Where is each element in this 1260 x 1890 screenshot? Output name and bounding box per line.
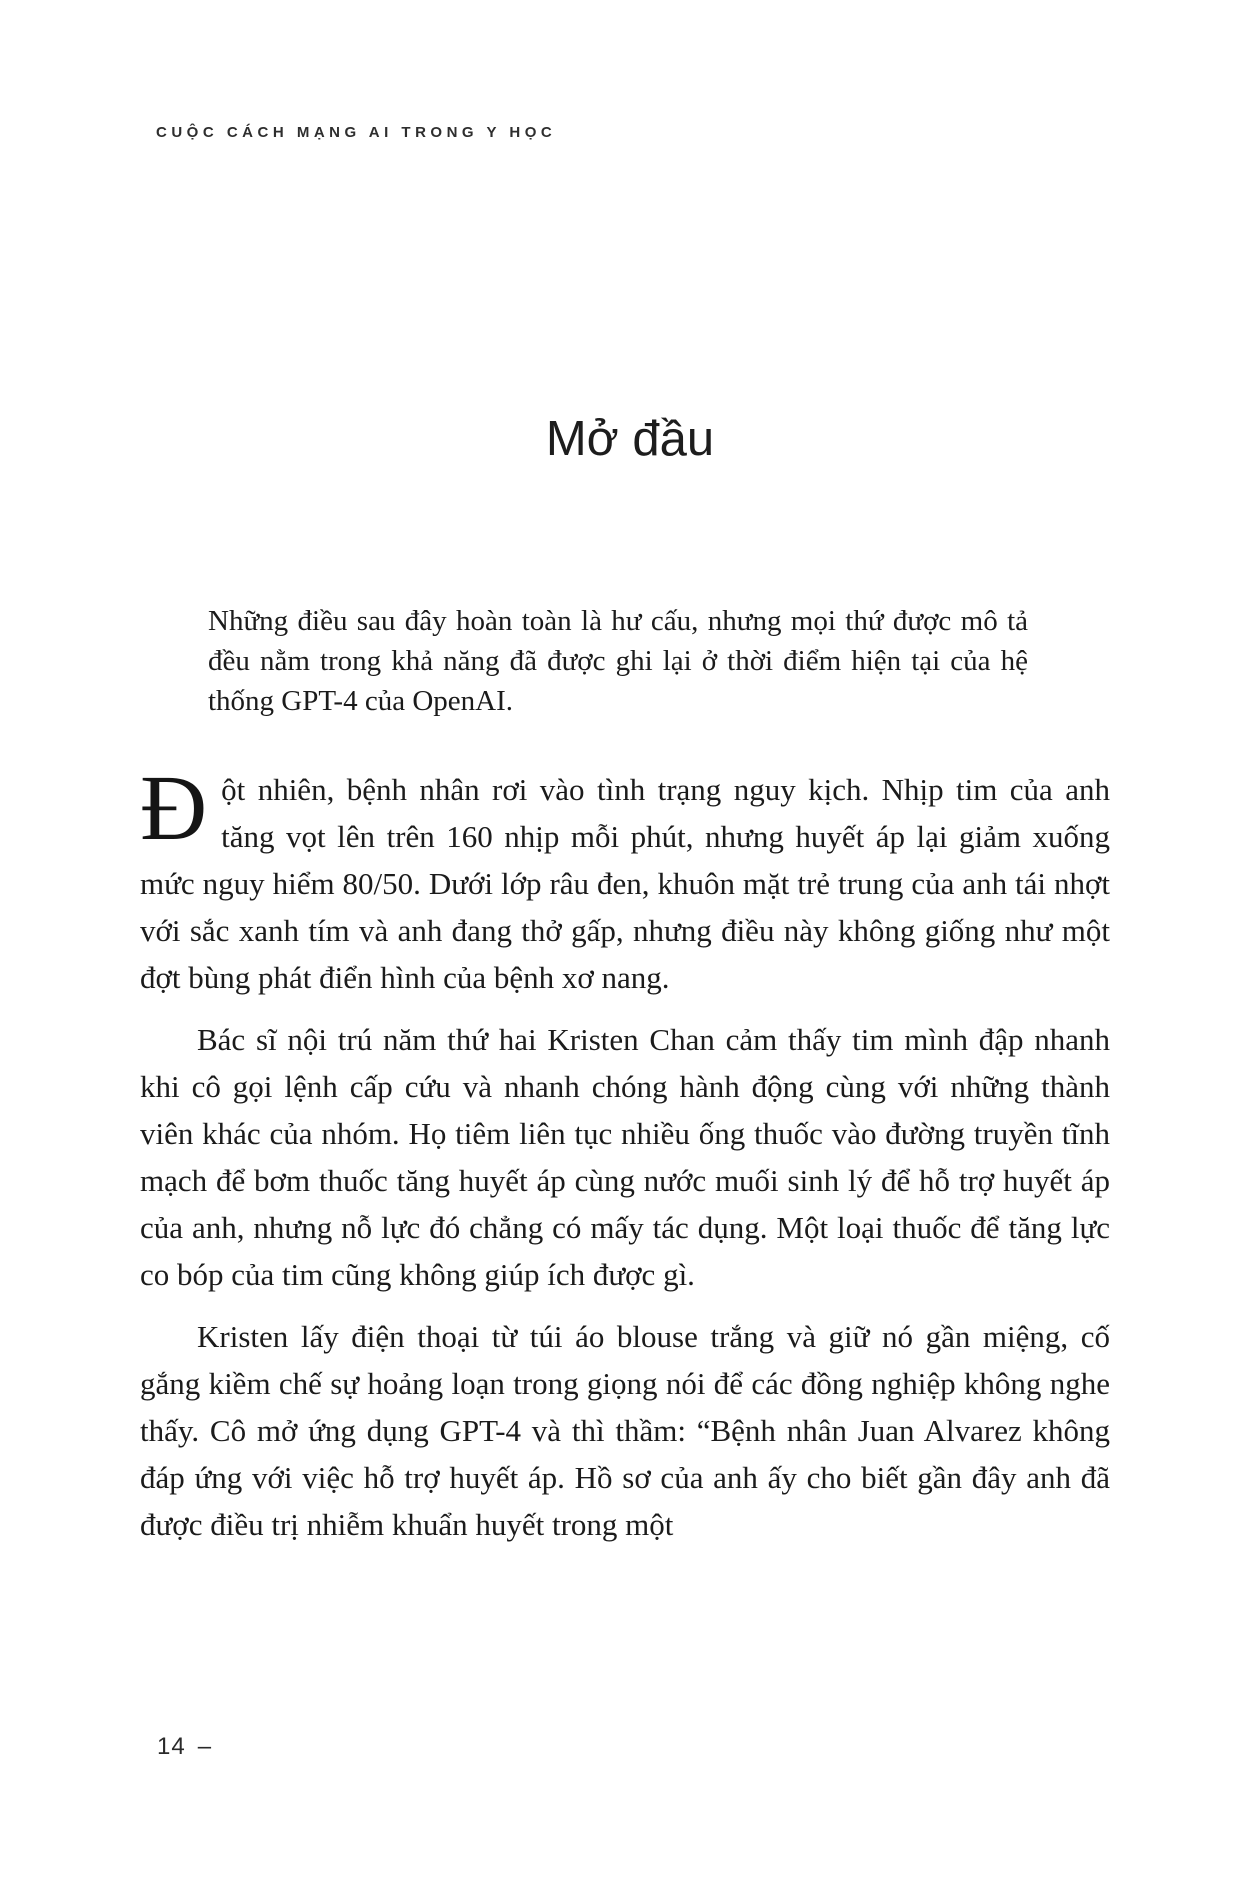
page-footer	[157, 1733, 212, 1761]
epigraph: Những điều sau đây hoàn toàn là hư cấu, nhưng mọi thứ được mô tả đều nằm trong khả năng đã được ghi lại ở thời điểm hiện tại của hệ thống GPT-4 của OpenAI.	[208, 605, 1028, 717]
paragraph: Bác sĩ nội trú năm thứ hai Kristen Chan cảm thấy tim mình đập nhanh khi cô gọi lệnh cấp cứu và nhanh chóng hành động cùng với những thành viên khác của nhóm. Họ tiêm liên tục nhiều ống thuốc vào đường truyền tĩnh mạch để bơm thuốc tăng huyết áp cùng nước muối sinh lý để hỗ trợ huyết áp của anh, nhưng nỗ lực đó chẳng có mấy tác dụng. Một loại thuốc để tăng lực co bóp của tim cũng không giúp ích được gì.	[140, 1022, 1110, 1292]
paragraph-text: ột nhiên, bệnh nhân rơi vào tình trạng nguy kịch. Nhịp tim của anh tăng vọt lên trên 160 nhịp mỗi phút, nhưng huyết áp lại giảm xuống mức nguy hiểm 80/50. Dưới lớp râu đen, khuôn mặt trẻ trung của anh tái nhợt với sắc xanh tím và anh đang thở gấp, nhưng điều này không giống như một đợt bùng phát điển hình của bệnh xơ nang.	[140, 772, 1110, 995]
paragraph: Kristen lấy điện thoại từ túi áo blouse trắng và giữ nó gần miệng, cố gắng kiềm chế sự hoảng loạn trong giọng nói để các đồng nghiệp không nghe thấy. Cô mở ứng dụng GPT-4 và thì thầm: “Bệnh nhân Juan Alvarez không đáp ứng với việc hỗ trợ huyết áp. Hồ sơ của anh ấy cho biết gần đây anh đã được điều trị nhiễm khuẩn huyết trong một	[140, 1319, 1110, 1542]
body-text	[140, 757, 1110, 1548]
drop-cap: Đ	[140, 757, 208, 860]
paragraph	[140, 757, 1110, 1001]
chapter-title: Mở đầu	[545, 412, 715, 466]
running-header: CUỘC CÁCH MẠNG AI TRONG Y HỌC	[156, 124, 557, 141]
page-number: 14	[157, 1733, 186, 1760]
footer-dash: –	[197, 1733, 213, 1760]
